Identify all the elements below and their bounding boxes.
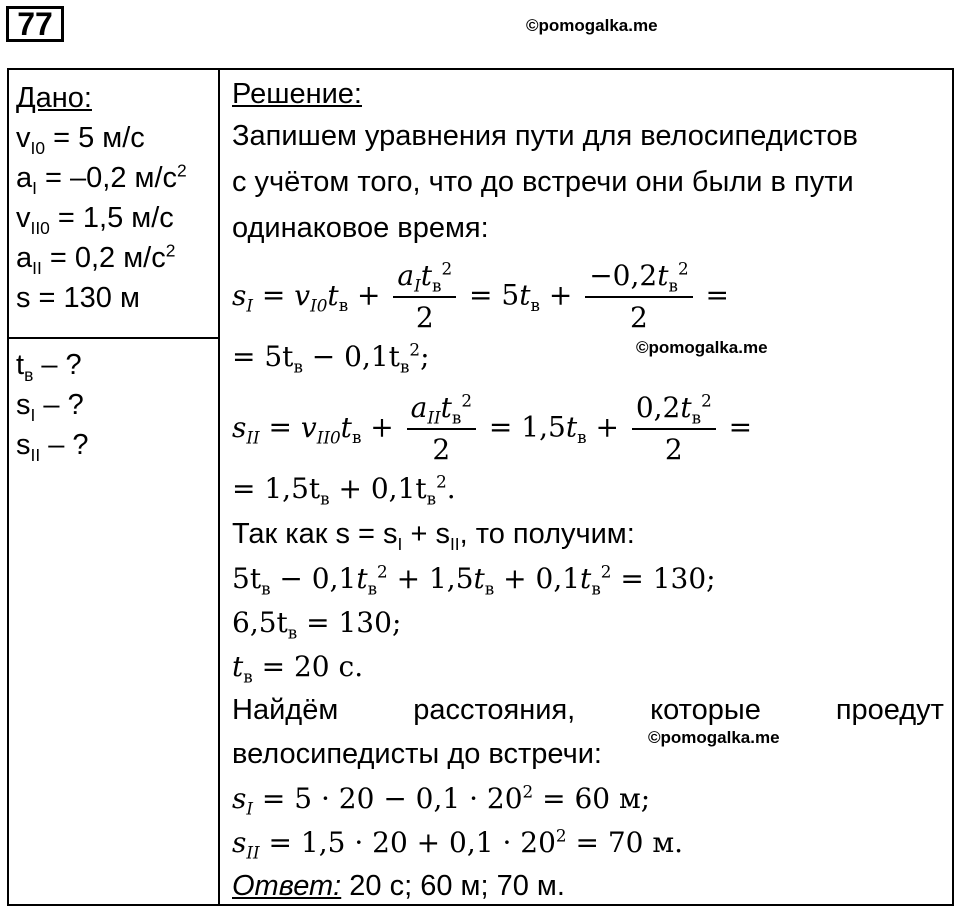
find-s1: $s_I$ – ? [16, 389, 84, 425]
watermark: ©pomogalka.me [636, 338, 768, 357]
intro-line-2: с учётом того, что до встречи они были в пути [232, 166, 854, 198]
answer-line: Ответ: 20 с; 60 м; 70 м. [232, 870, 565, 902]
sum-equation: $5t_в - 0,1t_в^2 + 1,5t_в + 0,1t_в^2 = 130$; [232, 561, 716, 599]
result-s2: $s_{II} = 1,5 \cdot 20 + 0,1 \cdot 20^2 = 70$ м. [232, 825, 684, 863]
column-divider [218, 68, 220, 906]
equation-s1: $s_I = v_{I0}t_в$ + $\frac{a_It_в^2}{2}$ = $5t_в$ + $\frac{-0,2t_в^2}{2}$ = [232, 256, 729, 338]
intro-line-1: Запишем уравнения пути для велосипедистов [232, 120, 858, 152]
equation-s2-result: = $1,5t_в + 0,1t_в^2$. [232, 471, 456, 509]
find-distances-line-2: велосипедисты до встречи: [232, 738, 602, 770]
watermark: ©pomogalka.me [648, 728, 780, 747]
given-a1: $a_I = -0,2$ $м/с^2$ [16, 160, 187, 198]
find-t: $t_в$ – ? [16, 349, 82, 385]
since-line: Так как $s = s_I + s_{II}$, то получим: [232, 518, 635, 554]
given-a2: $a_{II} = 0,2$ $м/с^2$ [16, 240, 176, 278]
step-1: $6,5t_в = 130$; [232, 606, 402, 643]
given-v2: $v_{II0} = 1,5$ м/с [16, 202, 174, 238]
find-section [16, 345, 89, 465]
given-v1: $v_{I0} = 5$ м/с [16, 122, 145, 158]
watermark: ©pomogalka.me [526, 16, 658, 35]
equation-s1-result: = $5t_в - 0,1t_в^2$; [232, 339, 430, 377]
find-distances-line: Найдём расстояния, которые проедут [232, 694, 944, 726]
problem-number: 77 [6, 6, 64, 42]
solution-header: Решение: [232, 78, 362, 110]
given-header: Дано: [16, 82, 92, 114]
find-s2: $s_{II}$ – ? [16, 429, 89, 465]
intro-line-3: одинаковое время: [232, 212, 489, 244]
equation-s2: $s_{II} = v_{II0}t_в$ + $\frac{a_{II}t_в^2}{2}$ = $1,5t_в$ + $\frac{0,2t_в^2}{2}$ = [232, 388, 752, 470]
given-s: s = 130 м [16, 282, 140, 314]
step-2: $t_в = 20$ с. [232, 650, 364, 687]
given-find-divider [7, 337, 219, 339]
given-section [16, 78, 187, 318]
result-s1: $s_I = 5 \cdot 20 - 0,1 \cdot 20^2 = 60$ м; [232, 781, 651, 819]
